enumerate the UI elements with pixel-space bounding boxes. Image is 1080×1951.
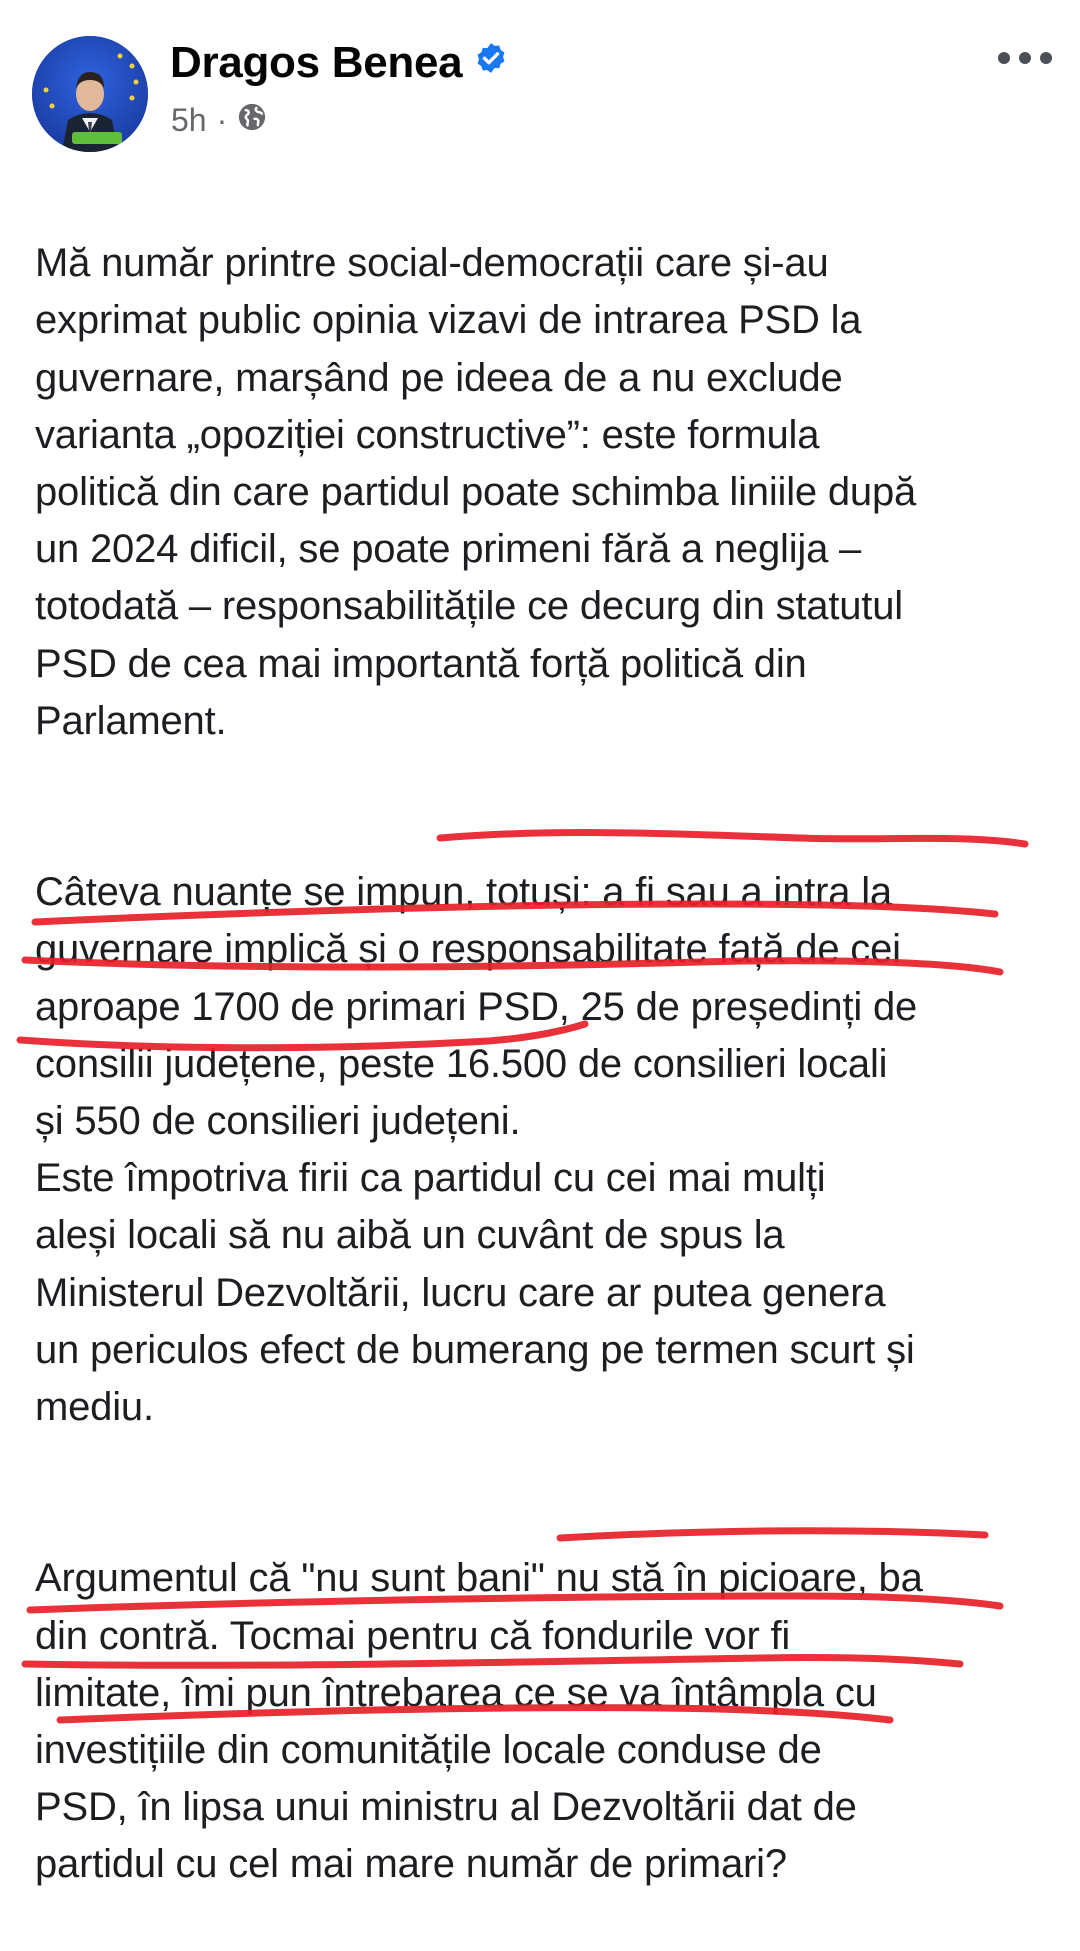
more-options-icon bbox=[997, 51, 1053, 65]
post-text bbox=[35, 178, 1065, 1951]
post-paragraph-2: Câteva nuanțe se impun, totuși: a fi sau a intra la guvernare implică și o responsabilitate față de cei aproape 1700 de primari PSD, 25 de președinți de consilii județene, peste 16.500 de consilieri locali și 550 de consilieri județeni. Este împotriva firii ca partidul cu cei mai mulți aleși locali să nu aibă un cuvânt de spus la Ministerul Dezvoltării, lucru care ar putea genera un periculos efect de bumerang pe termen scurt și mediu. bbox=[35, 870, 918, 1430]
post-meta bbox=[171, 100, 267, 140]
globe-icon[interactable] bbox=[237, 102, 267, 140]
more-options-button[interactable] bbox=[990, 40, 1060, 76]
post-time[interactable]: 5h bbox=[171, 101, 207, 138]
author-name-line bbox=[170, 38, 508, 88]
post-header bbox=[0, 0, 1080, 160]
author-avatar[interactable] bbox=[32, 36, 148, 152]
avatar-photo bbox=[32, 36, 148, 152]
post-paragraph-3: Argumentul că "nu sunt bani" nu stă în picioare, ba din contră. Tocmai pentru că fondurile vor fi limitate, îmi pun întrebarea ce se va întâmpla cu investițiile din comunitățile locale conduse de PSD, în lipsa unui ministru al Dezvoltării dat de partidul cu cel mai mare număr de primari? bbox=[35, 1556, 923, 1887]
verified-badge-icon bbox=[474, 36, 508, 86]
meta-separator: · bbox=[216, 101, 228, 138]
author-name[interactable]: Dragos Benea bbox=[170, 38, 463, 87]
post-paragraph-1: Mă număr printre social-democrații care și-au exprimat public opinia vizavi de intrarea PSD la guvernare, marșând pe ideea de a nu exclude varianta „opoziției constructive”: este formula politică din care partidul poate schimba liniile după un 2024 dificil, se poate primeni fără a neglija – totodată – responsabilitățile ce decurg din statutul PSD de cea mai importantă forță politică din Parlament. bbox=[35, 241, 917, 743]
